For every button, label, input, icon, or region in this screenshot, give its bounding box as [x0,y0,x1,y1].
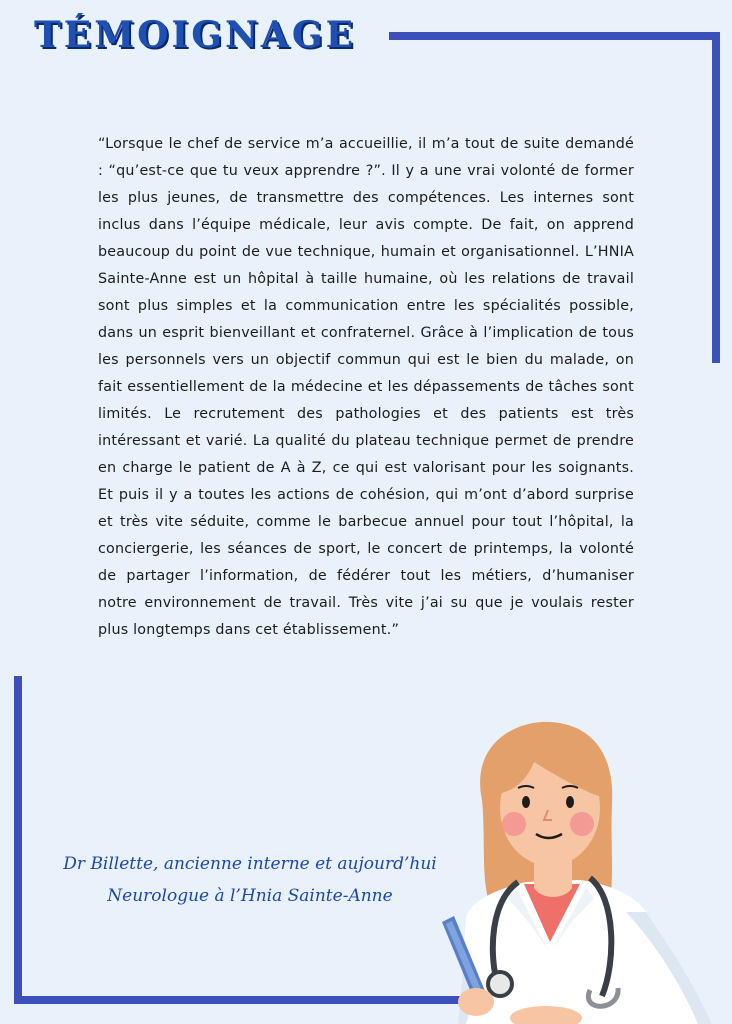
signature [40,848,460,912]
page-title: TÉMOIGNAGE [34,14,357,56]
testimonial-text: “Lorsque le chef de service m’a accueillie, il m’a tout de suite demandé : “qu’est-ce que tu veux apprendre ?”. Il y a une vrai volonté de former les plus jeunes, de transmettre des compétences. Les internes sont inclus dans l’équipe médicale, leur avis compte. De fait, on apprend beaucoup du point de vue technique, humain et organisationnel. L’HNIA Sainte-Anne est un hôpital à taille humaine, où les relations de travail sont plus simples et la communication entre les spécialités possible, dans un esprit bienveillant et confraternel. Grâce à l’implication de tous les personnels vers un objectif commun qui est le bien du malade, on fait essentiellement de la médecine et les dépassements de tâches sont limités. Le recrutement des pathologies et des patients est très intéressant et varié. La qualité du plateau technique permet de prendre en charge le patient de A à Z, ce qui est valorisant pour les soignants. Et puis il y a toutes les actions de cohésion, qui m’ont d’abord surprise et très vite séduite, comme le barbecue annuel pour tout l’hôpital, la conciergerie, les séances de sport, le concert de printemps, la volonté de partager l’information, de fédérer tout les métiers, d’humaniser notre environnement de travail. Très vite j’ai su que je voulais rester plus longtemps dans cet établissement.” [98,136,634,638]
frame-left-line [14,676,22,1004]
signature-line-2: Neurologue à l’Hnia Sainte-Anne [107,886,393,906]
frame-right-line [712,32,720,363]
doctor-illustration-icon [430,712,732,1024]
frame-top-line [389,32,720,40]
frame-bottom-line [14,996,484,1004]
signature-line-1: Dr Billette, ancienne interne et aujourd’hui [63,854,437,874]
